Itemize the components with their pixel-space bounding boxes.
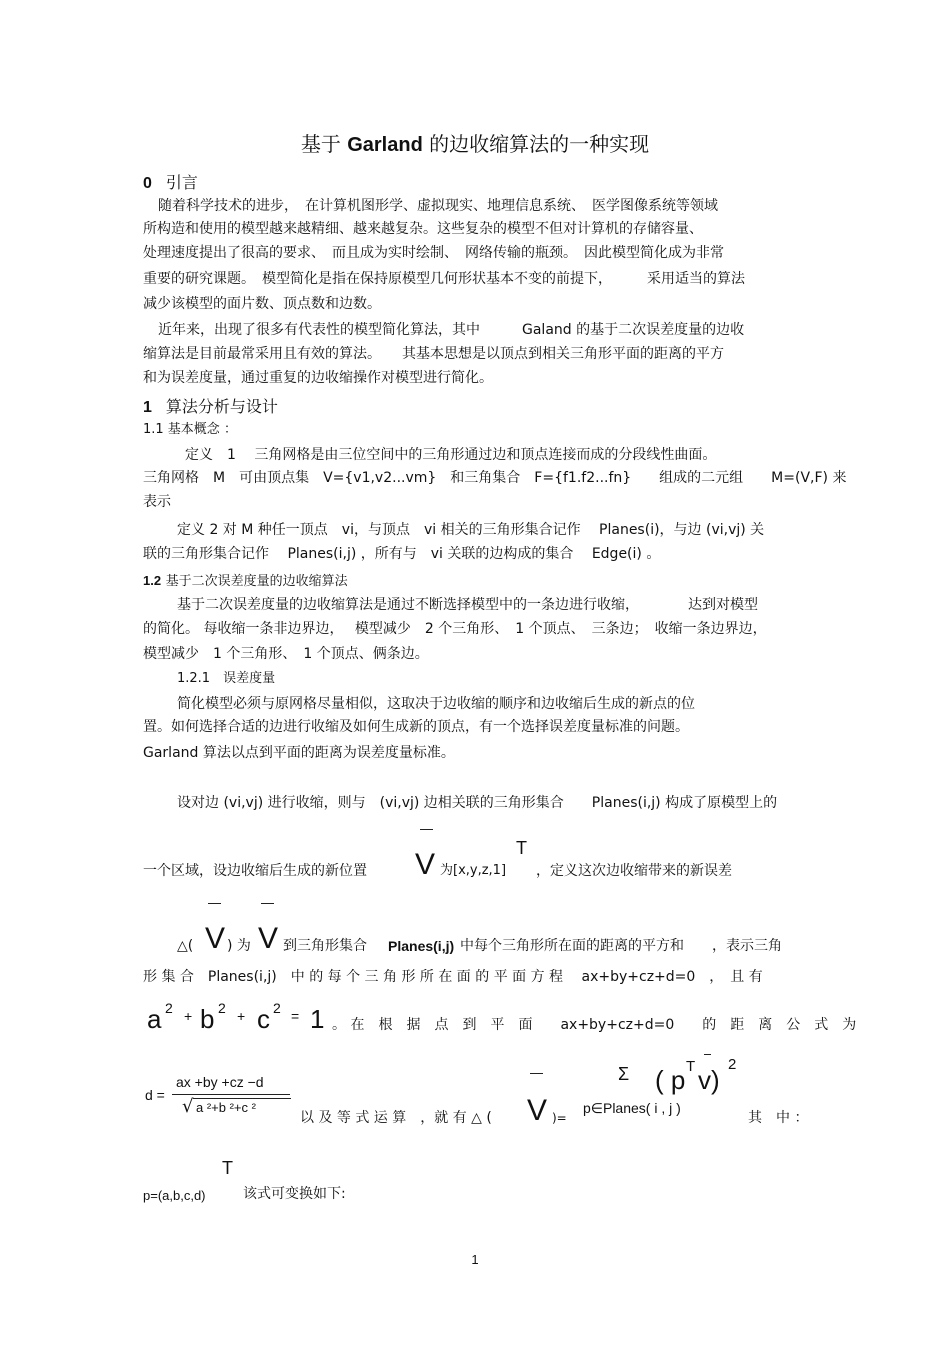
eq-one: 1	[310, 1004, 325, 1034]
p12-line3: 模型减少 1 个三角形、 1 个顶点、俩条边。	[143, 646, 429, 662]
formula-line3-c: 到三角形集合	[283, 938, 367, 954]
d-equals: d =	[145, 1087, 165, 1103]
subsection-1-2-label: 基于二次误差度量的边收缩算法	[165, 574, 348, 589]
intro-p2-line3: 和为误差度量，通过重复的边收缩操作对模型进行简化。	[143, 370, 493, 386]
fraction-denominator: a ²+b ²+c ²	[196, 1100, 256, 1115]
v-bar-1	[420, 829, 433, 830]
sum-expr-p: ( p	[655, 1065, 686, 1095]
formula-line6-c: 其 中 ：	[748, 1110, 809, 1126]
subsection-1-2	[143, 570, 348, 589]
def2-line1: 定义 2 对 M 种任一顶点 vi，与顶点 vi 相关的三角形集合记作 Planes(i)，与边 (vi,vj) 关	[177, 522, 765, 538]
sqrt-bar	[193, 1098, 291, 1099]
subsection-1-2-number: 1.2	[143, 573, 162, 588]
v-bar-4	[530, 1073, 543, 1074]
section-0-heading	[143, 170, 198, 193]
title-suffix: 的边收缩算法的一种实现	[429, 132, 650, 156]
p121-line2: 置。如何选择合适的边进行收缩及如何生成新的顶点，有一个选择误差度量标准的问题。	[143, 719, 689, 735]
formula-line6-a: 以 及 等 式 运 算 ，就 有 △ (	[300, 1110, 492, 1126]
section-1-number: 1	[143, 399, 152, 416]
p121-line1: 简化模型必须与原网格尽量相似，这取决于边收缩的顺序和边收缩后生成的新点的位	[177, 696, 695, 712]
sum-expr-v: v)	[698, 1065, 720, 1095]
def1-line1: 定义 1 三角网格是由三位空间中的三角形通过边和顶点连接而成的分段线性曲面。	[185, 447, 717, 463]
sum-square: 2	[728, 1056, 737, 1073]
eq-c: c	[257, 1004, 270, 1034]
section-0-number: 0	[143, 175, 152, 192]
eq-equals: =	[291, 1008, 300, 1024]
formula-line2-b: 为[x,y,z,1]	[440, 863, 507, 878]
vertex-v-4: V	[527, 1094, 548, 1127]
formula-line1: 设对边 (vi,vj) 进行收缩，则与 (vi,vj) 边相关联的三角形集合 Planes(i,j) 构成了原模型上的	[177, 795, 778, 811]
page-number: 1	[471, 1252, 479, 1267]
fraction-bar	[172, 1094, 290, 1095]
formula-line3-a: △(	[177, 938, 194, 954]
intro-p1-line2: 所构造和使用的模型越来越精细、越来越复杂。这些复杂的模型不但对计算机的存储容量、	[143, 221, 703, 237]
formula-line5: 。 在 根 据 点 到 平 面 ax+by+cz+d=0 的 距 离 公 式 为	[332, 1017, 857, 1033]
sqrt-sign: √	[182, 1096, 194, 1117]
section-0-label: 引言	[165, 173, 198, 192]
formula-line3-b: ) 为	[227, 938, 251, 954]
eq-a: a	[147, 1004, 162, 1034]
transpose-mark-1: T	[516, 838, 527, 858]
eq-b: b	[200, 1004, 215, 1034]
p121-line3: Garland 算法以点到平面的距离为误差度量标准。	[143, 745, 455, 761]
eq-c-exp: 2	[273, 1000, 281, 1016]
intro-p1-line5: 减少该模型的面片数、顶点数和边数。	[143, 296, 381, 312]
vertex-v-1: V	[415, 848, 436, 881]
subsection-1-1: 1.1 基本概念 ：	[143, 422, 237, 437]
subsection-1-2-1: 1.2.1 误差度量	[177, 671, 276, 686]
eq-plus-2: +	[237, 1008, 246, 1024]
paper-title	[0, 128, 950, 157]
formula-line4: 形 集 合 Planes(i,j) 中 的 每 个 三 角 形 所 在 面 的 平 面 方 程 ax+by+cz+d=0 ， 且 有	[143, 969, 763, 985]
formula-line2-a: 一个区域，设边收缩后生成的新位置	[143, 863, 367, 879]
vertex-v-2: V	[205, 922, 226, 955]
intro-p2-line1: 近年来，出现了很多有代表性的模型简化算法，其中 Galand 的基于二次误差度量的边收	[158, 322, 745, 338]
section-1-label: 算法分析与设计	[165, 397, 278, 416]
def2-line2: 联的三角形集合记作 Planes(i,j) ，所有与 vi 关联的边构成的集合 Edge(i) 。	[143, 546, 661, 562]
sum-sigma: Σ	[618, 1064, 630, 1084]
p12-line2: 的简化。 每收缩一条非边界边， 模型减少 2 个三角形、 1 个顶点、 三条边； 收缩一条边界边，	[143, 621, 767, 637]
intro-p1-line3: 处理速度提出了很高的要求、 而且成为实时绘制、 网络传输的瓶颈。 因此模型简化成为非常	[143, 245, 724, 261]
formula-line2-c: ，定义这次边收缩带来的新误差	[536, 863, 732, 879]
title-prefix: 基于	[300, 132, 341, 156]
eq-a-exp: 2	[165, 1000, 173, 1016]
v-bar-2	[208, 903, 221, 904]
formula-line3-d: 中每个三角形所在面的距离的平方和 ，表示三角	[460, 938, 782, 954]
fraction-numerator: ax +by +cz −d	[176, 1074, 264, 1090]
intro-p1-line1: 随着科学技术的进步， 在计算机图形学、虚拟现实、地理信息系统、 医学图像系统等领域	[158, 198, 718, 214]
vertex-v-3: V	[258, 922, 279, 955]
intro-p1-line4: 重要的研究课题。 模型简化是指在保持原模型几何形状基本不变的前提下， 采用适当的算法	[143, 271, 745, 287]
planes-ij-bold: Planes(i,j)	[388, 938, 455, 954]
eq-b-exp: 2	[218, 1000, 226, 1016]
eq-plus-1: +	[184, 1008, 193, 1024]
intro-p2-line2: 缩算法是目前最常采用且有效的算法。 其基本思想是以顶点到相关三角形平面的距离的平方	[143, 346, 724, 362]
def1-line3: 表示	[143, 494, 171, 510]
transpose-mark-2: T	[222, 1158, 233, 1178]
p12-line1: 基于二次误差度量的边收缩算法是通过不断选择模型中的一条边进行收缩， 达到对模型	[177, 597, 758, 613]
formula-line7: 该式可变换如下:	[243, 1186, 346, 1202]
sum-transpose: T	[686, 1058, 696, 1075]
title-name: Garland	[347, 134, 423, 156]
v-bar-5	[704, 1054, 711, 1055]
p-definition: p=(a,b,c,d)	[143, 1188, 206, 1203]
v-bar-3	[261, 903, 274, 904]
section-1-heading	[143, 394, 278, 417]
def1-line2: 三角网格 M 可由顶点集 V={v1,v2...vm} 和三角集合 F={f1.f2...fn} 组成的二元组 M=(V,F) 来	[143, 470, 847, 486]
sum-subscript: p∈Planes( i , j )	[583, 1100, 681, 1116]
formula-line6-b: )=	[552, 1111, 567, 1125]
